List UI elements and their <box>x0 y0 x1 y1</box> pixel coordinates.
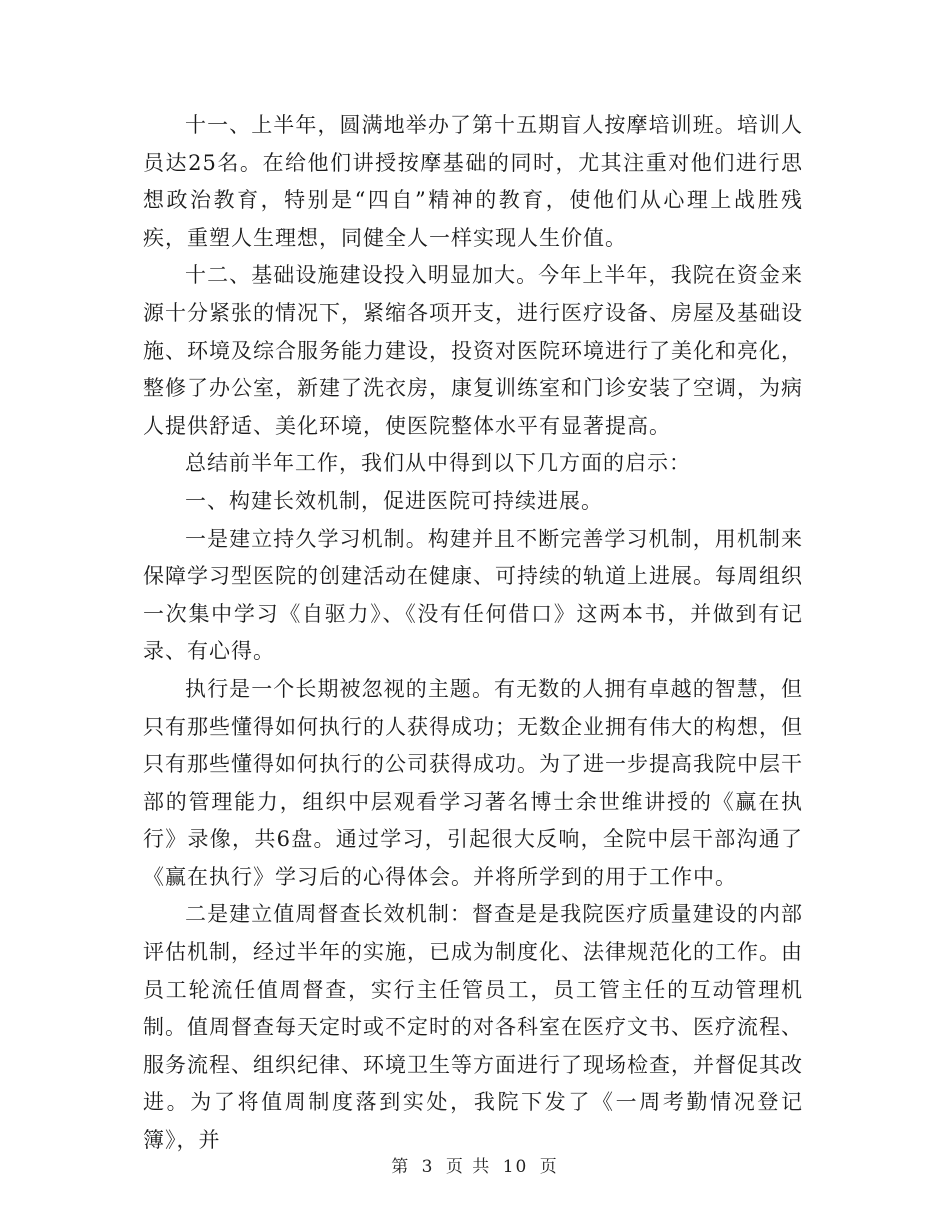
footer-total-pages: 10 <box>502 1157 529 1177</box>
paragraph-item-11: 十一、上半年，圆满地举办了第十五期盲人按摩培训班。培训人员达25名。在给他们讲授按摩基础的同时，尤其注重对他们进行思想政治教育，特别是“四自”精神的教育，使他们从心理上战胜残疾，重塑人生理想，同健全人一样实现人生价值。 <box>143 113 803 250</box>
paragraph-learning-mechanism: 一是建立持久学习机制。构建并且不断完善学习机制，用机制来保障学习型医院的创建活动在健康、可持续的轨道上进展。每周组织一次集中学习《自驱力》、《没有任何借口》这两本书，并做到有记录、有心得。 <box>143 526 803 664</box>
paragraph-item-12: 十二、基础设施建设投入明显加大。今年上半年，我院在资金来源十分紧张的情况下，紧缩各项开支，进行医疗设备、房屋及基础设施、环境及综合服务能力建设，投资对医院环境进行了美化和亮化，整修了办公室，新建了洗衣房，康复训练室和门诊安装了空调，为病人提供舒适、美化环境，使医院整体水平有显著提高。 <box>143 263 803 438</box>
page-footer <box>0 1152 950 1177</box>
footer-prefix: 第 <box>391 1157 411 1177</box>
paragraph-summary: 总结前半年工作，我们从中得到以下几方面的启示： <box>185 451 691 476</box>
footer-suffix: 页 <box>539 1157 559 1177</box>
paragraph-heading-1: 一、构建长效机制，促进医院可持续进展。 <box>185 488 603 513</box>
paragraph-weekly-supervision: 二是建立值周督查长效机制：督查是是我院医疗质量建设的内部评估机制，经过半年的实施，已成为制度化、法律规范化的工作。由员工轮流任值周督查，实行主任管员工，员工管主任的互动管理机制。值周督查每天定时或不定时的对各科室在医疗文书、医疗流程、服务流程、组织纪律、环境卫生等方面进行了现场检查，并督促其改进。为了将值周制度落到实处，我院下发了《一周考勤情况登记簿》，并 <box>143 902 803 1153</box>
document-body <box>143 107 803 1160</box>
footer-middle: 页 共 <box>445 1157 492 1177</box>
paragraph-execution: 执行是一个长期被忽视的主题。有无数的人拥有卓越的智慧，但只有那些懂得如何执行的人获得成功；无数企业拥有伟大的构想，但只有那些懂得如何执行的公司获得成功。为了进一步提高我院中层干部的管理能力，组织中层观看学习著名博士余世维讲授的《赢在执行》录像，共6盘。通过学习，引起很大反响，全院中层干部沟通了《赢在执行》学习后的心得体会。并将所学到的用于工作中。 <box>143 676 803 889</box>
footer-page-number: 3 <box>421 1157 435 1177</box>
